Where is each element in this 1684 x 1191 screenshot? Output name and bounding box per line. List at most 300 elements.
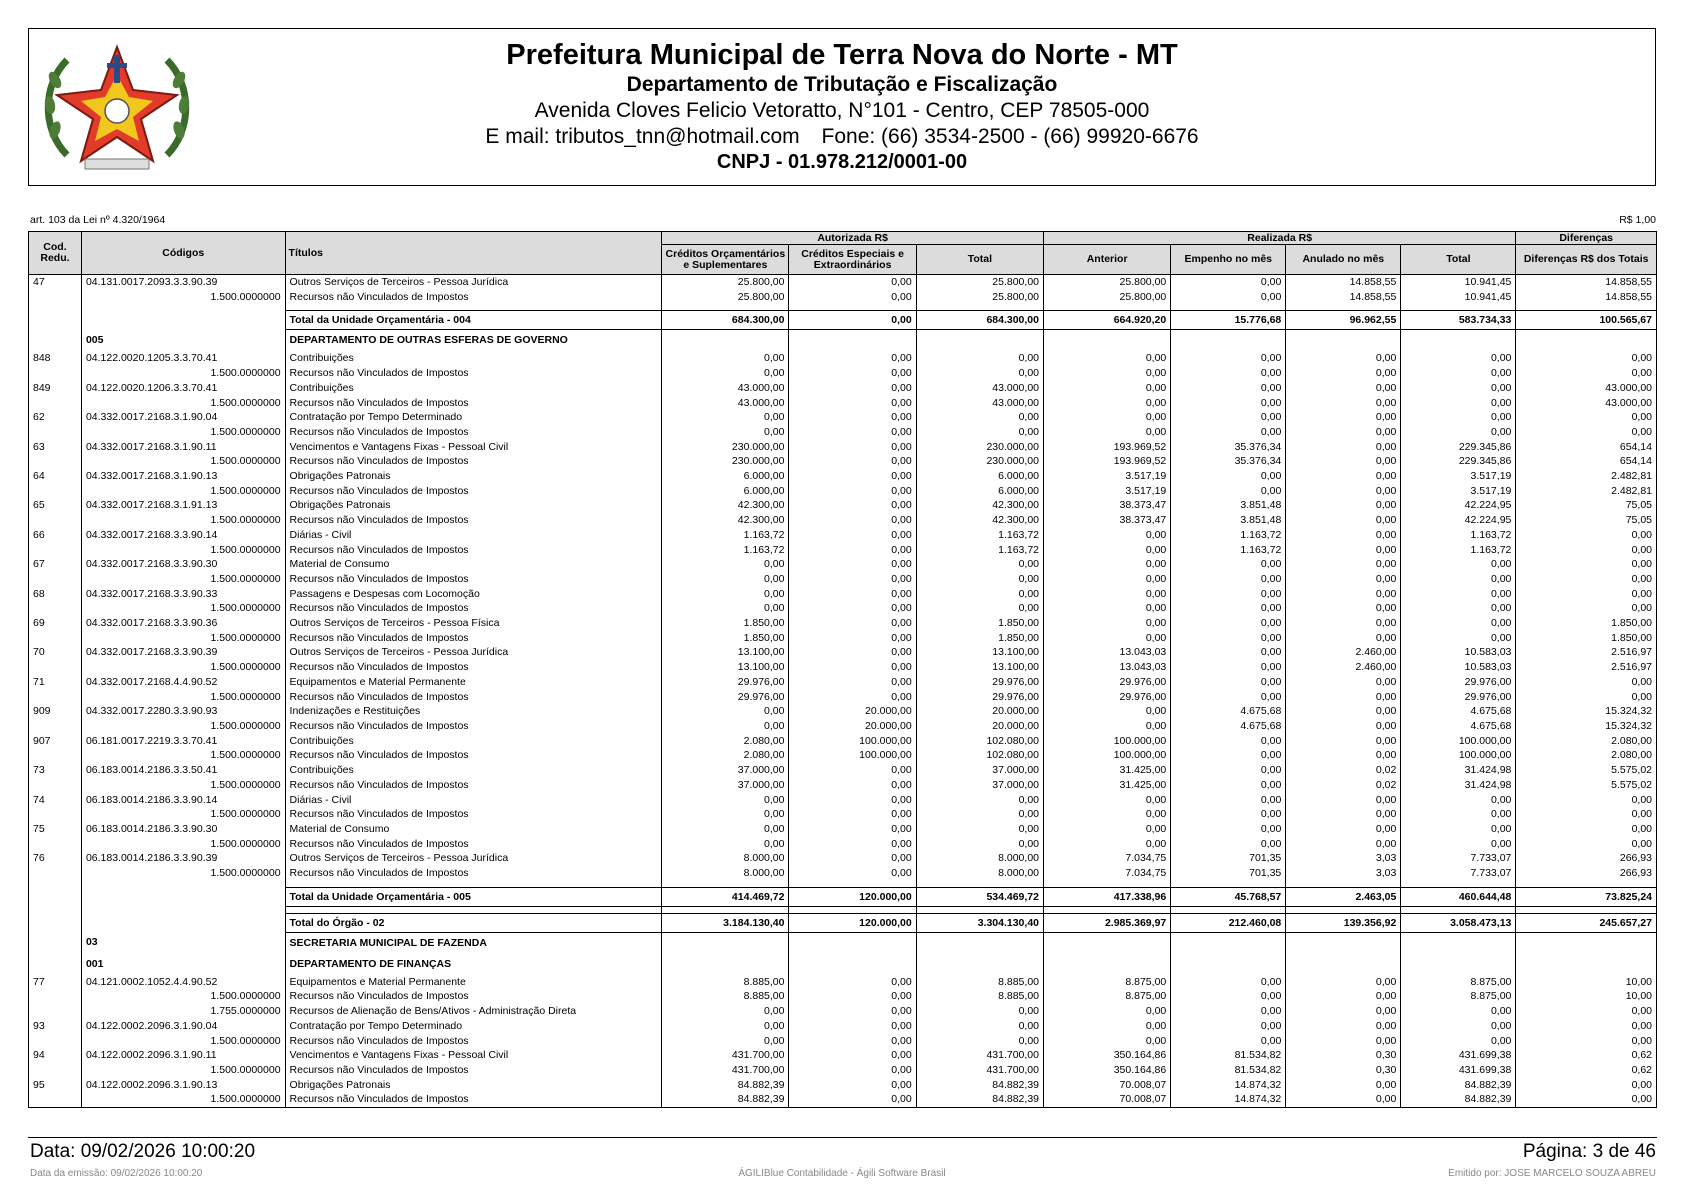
code-cell: 06.183.0014.2186.3.3.90.39 bbox=[81, 851, 285, 866]
value-cell: 38.373,47 bbox=[1044, 513, 1171, 528]
title-cell: Recursos não Vinculados de Impostos bbox=[285, 866, 662, 881]
cod-cell bbox=[29, 366, 82, 381]
title-cell: Vencimentos e Vantagens Fixas - Pessoal Civil bbox=[285, 1048, 662, 1063]
value-cell: 1.163,72 bbox=[1171, 543, 1286, 558]
code-cell: 04.332.0017.2168.4.4.90.52 bbox=[81, 675, 285, 690]
value-cell: 0,00 bbox=[789, 396, 916, 411]
value-cell: 0,00 bbox=[789, 778, 916, 793]
title-cell: Recursos não Vinculados de Impostos bbox=[285, 989, 662, 1004]
value-cell: 0,00 bbox=[789, 454, 916, 469]
resource-row bbox=[29, 660, 1657, 675]
title-cell: Recursos não Vinculados de Impostos bbox=[285, 396, 662, 411]
value-cell: 0,00 bbox=[1286, 454, 1401, 469]
value-cell: 42.224,95 bbox=[1401, 513, 1516, 528]
value-cell: 0,00 bbox=[1286, 748, 1401, 763]
value-cell: 431.700,00 bbox=[916, 1048, 1043, 1063]
table-row bbox=[29, 381, 1657, 396]
total-value: 15.776,68 bbox=[1171, 311, 1286, 330]
value-cell: 100.000,00 bbox=[1044, 734, 1171, 749]
value-cell: 0,00 bbox=[789, 513, 916, 528]
spacer-cell bbox=[662, 906, 789, 913]
code-cell: 04.332.0017.2168.3.3.90.33 bbox=[81, 587, 285, 602]
value-cell: 0,00 bbox=[1171, 675, 1286, 690]
value-cell: 2.080,00 bbox=[1516, 734, 1657, 749]
value-cell: 14.858,55 bbox=[1286, 290, 1401, 305]
value-cell bbox=[789, 954, 916, 975]
value-cell: 0,00 bbox=[1171, 837, 1286, 852]
value-cell: 1.850,00 bbox=[916, 616, 1043, 631]
value-cell: 0,00 bbox=[789, 557, 916, 572]
value-cell: 0,00 bbox=[916, 793, 1043, 808]
value-cell: 229.345,86 bbox=[1401, 440, 1516, 455]
value-cell: 3.517,19 bbox=[1044, 469, 1171, 484]
value-cell: 0,00 bbox=[662, 572, 789, 587]
group-autorizada: Autorizada R$ bbox=[662, 232, 1044, 245]
title-cell: Recursos não Vinculados de Impostos bbox=[285, 454, 662, 469]
value-cell: 0,00 bbox=[1044, 557, 1171, 572]
emission-date: Data da emissão: 09/02/2026 10:00:20 bbox=[30, 1168, 203, 1179]
resource-row bbox=[29, 513, 1657, 528]
title-cell: Recursos não Vinculados de Impostos bbox=[285, 719, 662, 734]
group-diferencas: Diferenças bbox=[1516, 232, 1657, 245]
value-cell: 0,00 bbox=[1516, 1034, 1657, 1049]
total-value: 684.300,00 bbox=[916, 311, 1043, 330]
value-cell: 35.376,34 bbox=[1171, 440, 1286, 455]
value-cell: 0,00 bbox=[789, 1004, 916, 1019]
value-cell: 229.345,86 bbox=[1401, 454, 1516, 469]
value-cell: 0,30 bbox=[1286, 1048, 1401, 1063]
value-cell: 0,00 bbox=[789, 793, 916, 808]
value-cell: 8.000,00 bbox=[662, 866, 789, 881]
cod-cell bbox=[29, 1004, 82, 1019]
code-cell: 1.500.0000000 bbox=[81, 396, 285, 411]
value-cell: 0,00 bbox=[1044, 366, 1171, 381]
value-cell: 25.800,00 bbox=[916, 275, 1043, 290]
value-cell: 43.000,00 bbox=[916, 381, 1043, 396]
total-value: 139.356,92 bbox=[1286, 913, 1401, 932]
table-row bbox=[29, 351, 1657, 366]
value-cell: 8.885,00 bbox=[662, 975, 789, 990]
cod-cell bbox=[29, 837, 82, 852]
value-cell: 0,00 bbox=[1401, 366, 1516, 381]
value-cell: 0,00 bbox=[1171, 989, 1286, 1004]
col-creditos-especiais: Créditos Especiais e Extraordinários bbox=[789, 245, 916, 275]
value-cell: 0,00 bbox=[1171, 351, 1286, 366]
value-cell: 0,00 bbox=[1286, 410, 1401, 425]
resource-row bbox=[29, 690, 1657, 705]
code-cell: 1.500.0000000 bbox=[81, 484, 285, 499]
value-cell bbox=[1044, 330, 1171, 352]
value-cell: 25.800,00 bbox=[662, 290, 789, 305]
col-empenho: Empenho no mês bbox=[1171, 245, 1286, 275]
table-row bbox=[29, 734, 1657, 749]
value-cell: 0,00 bbox=[1044, 1004, 1171, 1019]
value-cell: 3.851,48 bbox=[1171, 513, 1286, 528]
resource-row bbox=[29, 866, 1657, 881]
value-cell: 0,00 bbox=[789, 989, 916, 1004]
group-realizada: Realizada R$ bbox=[1044, 232, 1516, 245]
value-cell: 0,00 bbox=[1286, 975, 1401, 990]
table-row bbox=[29, 440, 1657, 455]
value-cell: 0,00 bbox=[1401, 616, 1516, 631]
spacer-cell bbox=[1286, 906, 1401, 913]
title-cell: Recursos não Vinculados de Impostos bbox=[285, 484, 662, 499]
value-cell: 3.517,19 bbox=[1044, 484, 1171, 499]
value-cell: 654,14 bbox=[1516, 440, 1657, 455]
value-cell: 0,00 bbox=[789, 601, 916, 616]
value-cell: 10.941,45 bbox=[1401, 275, 1516, 290]
value-cell: 0,00 bbox=[1044, 351, 1171, 366]
table-row bbox=[29, 275, 1657, 290]
value-cell: 0,00 bbox=[662, 1034, 789, 1049]
value-cell bbox=[1044, 954, 1171, 975]
value-cell: 0,00 bbox=[1286, 690, 1401, 705]
title-cell: Recursos não Vinculados de Impostos bbox=[285, 778, 662, 793]
total-value: 212.460,08 bbox=[1171, 913, 1286, 932]
value-cell: 29.976,00 bbox=[662, 675, 789, 690]
value-cell: 0,00 bbox=[1286, 498, 1401, 513]
value-cell: 0,00 bbox=[916, 557, 1043, 572]
value-cell: 193.969,52 bbox=[1044, 440, 1171, 455]
value-cell: 0,62 bbox=[1516, 1048, 1657, 1063]
value-cell: 0,00 bbox=[789, 1078, 916, 1093]
cod-cell bbox=[29, 572, 82, 587]
cod-cell: 63 bbox=[29, 440, 82, 455]
value-cell: 84.882,39 bbox=[662, 1078, 789, 1093]
cod-cell: 73 bbox=[29, 763, 82, 778]
spacer-cell bbox=[1044, 906, 1171, 913]
value-cell: 8.000,00 bbox=[916, 851, 1043, 866]
table-row bbox=[29, 645, 1657, 660]
value-cell: 8.875,00 bbox=[1044, 975, 1171, 990]
value-cell: 0,00 bbox=[662, 351, 789, 366]
value-cell: 1.163,72 bbox=[916, 528, 1043, 543]
value-cell: 13.043,03 bbox=[1044, 660, 1171, 675]
code-cell: 04.131.0017.2093.3.3.90.39 bbox=[81, 275, 285, 290]
value-cell: 0,00 bbox=[916, 1004, 1043, 1019]
value-cell: 8.000,00 bbox=[916, 866, 1043, 881]
cod-cell bbox=[29, 719, 82, 734]
value-cell: 2.482,81 bbox=[1516, 484, 1657, 499]
total-row bbox=[29, 311, 1657, 330]
value-cell: 1.850,00 bbox=[916, 631, 1043, 646]
value-cell: 0,00 bbox=[789, 381, 916, 396]
value-cell: 431.700,00 bbox=[662, 1048, 789, 1063]
value-cell: 0,00 bbox=[1286, 989, 1401, 1004]
law-reference: art. 103 da Lei nº 4.320/1964 bbox=[30, 214, 166, 226]
code-cell: 1.500.0000000 bbox=[81, 513, 285, 528]
value-cell: 100.000,00 bbox=[1044, 748, 1171, 763]
title-cell: Contribuições bbox=[285, 734, 662, 749]
value-cell: 1.163,72 bbox=[1401, 543, 1516, 558]
code-cell: 04.332.0017.2168.3.3.90.30 bbox=[81, 557, 285, 572]
value-cell: 0,00 bbox=[1286, 601, 1401, 616]
title-cell: Recursos não Vinculados de Impostos bbox=[285, 513, 662, 528]
value-cell: 0,00 bbox=[1401, 351, 1516, 366]
resource-row bbox=[29, 1004, 1657, 1019]
value-cell: 0,00 bbox=[1044, 572, 1171, 587]
value-cell: 0,00 bbox=[1171, 484, 1286, 499]
title-cell: Vencimentos e Vantagens Fixas - Pessoal Civil bbox=[285, 440, 662, 455]
municipality-title: Prefeitura Municipal de Terra Nova do Norte - MT bbox=[506, 39, 1178, 71]
col-total-realizada: Total bbox=[1401, 245, 1516, 275]
page-number: Página: 3 de 46 bbox=[1522, 1141, 1656, 1162]
value-cell: 0,00 bbox=[1286, 1034, 1401, 1049]
code-cell bbox=[81, 913, 285, 932]
col-diferencas: Diferenças R$ dos Totais bbox=[1516, 245, 1657, 275]
value-cell: 10,00 bbox=[1516, 989, 1657, 1004]
code-cell: 04.122.0020.1205.3.3.70.41 bbox=[81, 351, 285, 366]
value-cell: 0,00 bbox=[1286, 837, 1401, 852]
value-cell: 0,00 bbox=[789, 587, 916, 602]
code-cell: 04.332.0017.2280.3.3.90.93 bbox=[81, 704, 285, 719]
total-value: 417.338,96 bbox=[1044, 887, 1171, 906]
total-value: 3.184.130,40 bbox=[662, 913, 789, 932]
code-cell: 1.500.0000000 bbox=[81, 572, 285, 587]
value-cell: 84.882,39 bbox=[662, 1092, 789, 1107]
section-code: 005 bbox=[81, 330, 285, 352]
cod-cell: 75 bbox=[29, 822, 82, 837]
cod-cell bbox=[29, 330, 82, 352]
value-cell: 14.858,55 bbox=[1286, 275, 1401, 290]
value-cell: 0,00 bbox=[1516, 543, 1657, 558]
cod-cell: 67 bbox=[29, 557, 82, 572]
value-cell: 0,00 bbox=[1401, 572, 1516, 587]
value-cell bbox=[1044, 932, 1171, 954]
value-cell: 43.000,00 bbox=[662, 381, 789, 396]
code-cell: 1.500.0000000 bbox=[81, 989, 285, 1004]
code-cell: 04.332.0017.2168.3.1.90.13 bbox=[81, 469, 285, 484]
value-cell: 0,00 bbox=[789, 866, 916, 881]
value-cell: 0,00 bbox=[1171, 660, 1286, 675]
title-cell: Outros Serviços de Terceiros - Pessoa Jurídica bbox=[285, 275, 662, 290]
value-cell: 0,00 bbox=[1516, 587, 1657, 602]
cod-cell bbox=[29, 543, 82, 558]
value-cell: 0,00 bbox=[1401, 1019, 1516, 1034]
value-cell: 14.874,32 bbox=[1171, 1078, 1286, 1093]
value-cell: 0,00 bbox=[789, 543, 916, 558]
value-cell: 0,00 bbox=[1286, 822, 1401, 837]
value-cell: 100.000,00 bbox=[1401, 734, 1516, 749]
value-cell: 0,00 bbox=[1171, 645, 1286, 660]
value-cell: 0,00 bbox=[662, 793, 789, 808]
value-cell: 4.675,68 bbox=[1401, 719, 1516, 734]
value-cell: 0,00 bbox=[1286, 396, 1401, 411]
value-cell: 0,00 bbox=[1044, 1019, 1171, 1034]
value-cell: 0,00 bbox=[789, 1019, 916, 1034]
value-cell: 0,00 bbox=[1286, 734, 1401, 749]
value-cell: 0,00 bbox=[1516, 425, 1657, 440]
value-cell: 0,00 bbox=[789, 975, 916, 990]
value-cell: 0,30 bbox=[1286, 1063, 1401, 1078]
value-cell: 0,00 bbox=[662, 704, 789, 719]
address-line: Avenida Cloves Felicio Vetoratto, N°101 - Centro, CEP 78505-000 bbox=[534, 99, 1150, 122]
code-cell: 04.332.0017.2168.3.3.90.39 bbox=[81, 645, 285, 660]
value-cell: 0,00 bbox=[789, 366, 916, 381]
value-cell: 0,00 bbox=[662, 366, 789, 381]
value-cell: 0,00 bbox=[789, 469, 916, 484]
value-cell: 0,00 bbox=[1286, 528, 1401, 543]
value-cell bbox=[1171, 330, 1286, 352]
value-cell: 29.976,00 bbox=[1044, 690, 1171, 705]
value-cell: 0,00 bbox=[1044, 410, 1171, 425]
value-cell: 0,00 bbox=[662, 822, 789, 837]
value-cell bbox=[1516, 330, 1657, 352]
table-row bbox=[29, 557, 1657, 572]
value-cell: 0,00 bbox=[1286, 513, 1401, 528]
code-cell: 1.500.0000000 bbox=[81, 290, 285, 305]
total-row bbox=[29, 913, 1657, 932]
value-cell: 7.733,07 bbox=[1401, 866, 1516, 881]
value-cell: 0,00 bbox=[1171, 396, 1286, 411]
value-cell: 0,00 bbox=[789, 1063, 916, 1078]
title-cell: Outros Serviços de Terceiros - Pessoa Jurídica bbox=[285, 645, 662, 660]
code-cell: 1.500.0000000 bbox=[81, 543, 285, 558]
value-cell: 8.875,00 bbox=[1401, 975, 1516, 990]
cod-cell bbox=[29, 1092, 82, 1107]
value-cell: 0,00 bbox=[1401, 410, 1516, 425]
value-cell: 0,00 bbox=[1171, 469, 1286, 484]
value-cell: 1.163,72 bbox=[662, 528, 789, 543]
code-cell: 1.500.0000000 bbox=[81, 866, 285, 881]
title-cell: Material de Consumo bbox=[285, 557, 662, 572]
value-cell: 0,00 bbox=[1171, 587, 1286, 602]
value-cell: 0,00 bbox=[1401, 793, 1516, 808]
title-cell: Recursos não Vinculados de Impostos bbox=[285, 1092, 662, 1107]
value-cell: 0,00 bbox=[1286, 616, 1401, 631]
code-cell: 1.500.0000000 bbox=[81, 837, 285, 852]
value-cell: 230.000,00 bbox=[662, 454, 789, 469]
value-cell: 0,00 bbox=[1171, 366, 1286, 381]
value-cell bbox=[1516, 932, 1657, 954]
code-cell: 1.500.0000000 bbox=[81, 601, 285, 616]
value-cell: 0,00 bbox=[1286, 381, 1401, 396]
cod-cell: 94 bbox=[29, 1048, 82, 1063]
value-cell: 230.000,00 bbox=[916, 440, 1043, 455]
value-cell: 37.000,00 bbox=[916, 778, 1043, 793]
resource-row bbox=[29, 778, 1657, 793]
value-cell: 0,00 bbox=[1516, 1019, 1657, 1034]
value-cell: 0,00 bbox=[1516, 557, 1657, 572]
code-cell: 04.332.0017.2168.3.3.90.14 bbox=[81, 528, 285, 543]
value-cell: 0,00 bbox=[1516, 690, 1657, 705]
value-cell: 1.163,72 bbox=[916, 543, 1043, 558]
cod-cell: 909 bbox=[29, 704, 82, 719]
value-cell: 2.080,00 bbox=[1516, 748, 1657, 763]
value-cell: 2.460,00 bbox=[1286, 645, 1401, 660]
title-cell: Diárias - Civil bbox=[285, 793, 662, 808]
issued-by: Emitido por: JOSE MARCELO SOUZA ABREU bbox=[1448, 1168, 1656, 1179]
value-cell: 0,00 bbox=[916, 1019, 1043, 1034]
value-cell: 10,00 bbox=[1516, 975, 1657, 990]
section-row bbox=[29, 954, 1657, 975]
resource-row bbox=[29, 748, 1657, 763]
value-cell: 2.516,97 bbox=[1516, 645, 1657, 660]
table-row bbox=[29, 675, 1657, 690]
value-cell: 431.700,00 bbox=[916, 1063, 1043, 1078]
value-cell bbox=[662, 932, 789, 954]
title-cell: Recursos não Vinculados de Impostos bbox=[285, 807, 662, 822]
value-cell: 0,00 bbox=[789, 351, 916, 366]
value-cell: 0,00 bbox=[789, 484, 916, 499]
total-title: Total da Unidade Orçamentária - 004 bbox=[285, 311, 662, 330]
spacer-cell bbox=[789, 906, 916, 913]
value-cell: 0,00 bbox=[789, 675, 916, 690]
value-cell: 84.882,39 bbox=[1401, 1092, 1516, 1107]
cod-cell: 68 bbox=[29, 587, 82, 602]
section-row bbox=[29, 330, 1657, 352]
value-cell: 1.850,00 bbox=[1516, 631, 1657, 646]
resource-row bbox=[29, 1034, 1657, 1049]
value-cell: 42.300,00 bbox=[916, 498, 1043, 513]
section-title: SECRETARIA MUNICIPAL DE FAZENDA bbox=[285, 932, 662, 954]
value-cell: 0,00 bbox=[1516, 366, 1657, 381]
value-cell: 0,00 bbox=[1286, 572, 1401, 587]
value-cell: 25.800,00 bbox=[1044, 275, 1171, 290]
title-cell: Passagens e Despesas com Locomoção bbox=[285, 587, 662, 602]
value-cell: 4.675,68 bbox=[1171, 719, 1286, 734]
value-cell: 0,00 bbox=[789, 660, 916, 675]
value-cell: 7.034,75 bbox=[1044, 866, 1171, 881]
title-cell: Obrigações Patronais bbox=[285, 1078, 662, 1093]
value-cell: 0,00 bbox=[1401, 1004, 1516, 1019]
cod-cell: 47 bbox=[29, 275, 82, 290]
cod-cell bbox=[29, 1063, 82, 1078]
value-cell: 0,00 bbox=[1044, 616, 1171, 631]
section-title: DEPARTAMENTO DE FINANÇAS bbox=[285, 954, 662, 975]
value-cell bbox=[1286, 954, 1401, 975]
title-cell: Obrigações Patronais bbox=[285, 469, 662, 484]
cod-cell bbox=[29, 660, 82, 675]
value-cell: 0,00 bbox=[662, 719, 789, 734]
code-cell: 1.500.0000000 bbox=[81, 631, 285, 646]
value-cell: 43.000,00 bbox=[662, 396, 789, 411]
value-cell: 10.583,03 bbox=[1401, 660, 1516, 675]
value-cell: 0,00 bbox=[1401, 425, 1516, 440]
value-cell: 3,03 bbox=[1286, 851, 1401, 866]
value-cell bbox=[1286, 330, 1401, 352]
total-value: 460.644,48 bbox=[1401, 887, 1516, 906]
value-cell: 193.969,52 bbox=[1044, 454, 1171, 469]
total-value: 45.768,57 bbox=[1171, 887, 1286, 906]
table-row bbox=[29, 1048, 1657, 1063]
value-cell: 0,00 bbox=[916, 587, 1043, 602]
total-value: 3.304.130,40 bbox=[916, 913, 1043, 932]
value-cell: 0,00 bbox=[1286, 1092, 1401, 1107]
value-cell: 1.163,72 bbox=[1171, 528, 1286, 543]
resource-row bbox=[29, 719, 1657, 734]
code-cell: 1.500.0000000 bbox=[81, 690, 285, 705]
department-title: Departamento de Tributação e Fiscalização bbox=[626, 73, 1058, 96]
code-cell: 04.122.0002.2096.3.1.90.04 bbox=[81, 1019, 285, 1034]
table-row bbox=[29, 793, 1657, 808]
value-cell: 0,00 bbox=[1286, 469, 1401, 484]
title-cell: Obrigações Patronais bbox=[285, 498, 662, 513]
value-cell: 0,00 bbox=[1286, 807, 1401, 822]
value-cell: 654,14 bbox=[1516, 454, 1657, 469]
currency-unit: R$ 1,00 bbox=[1619, 214, 1656, 226]
value-cell: 0,00 bbox=[1401, 587, 1516, 602]
value-cell: 5.575,02 bbox=[1516, 763, 1657, 778]
value-cell: 0,00 bbox=[1171, 275, 1286, 290]
spacer-cell bbox=[1401, 906, 1516, 913]
table-row bbox=[29, 498, 1657, 513]
value-cell: 266,93 bbox=[1516, 866, 1657, 881]
value-cell: 0,00 bbox=[1171, 381, 1286, 396]
value-cell: 0,00 bbox=[1286, 543, 1401, 558]
value-cell bbox=[916, 932, 1043, 954]
value-cell: 0,00 bbox=[1286, 425, 1401, 440]
